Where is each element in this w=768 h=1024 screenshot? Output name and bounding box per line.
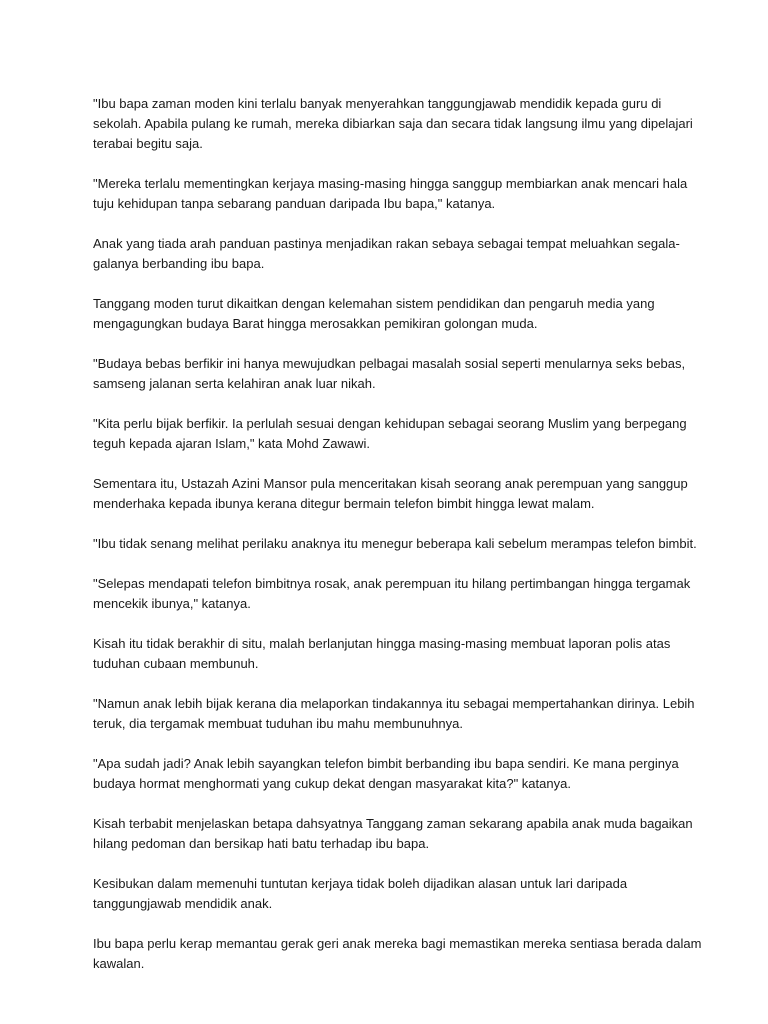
paragraph-13: Kisah terbabit menjelaskan betapa dahsyatnya Tanggang zaman sekarang apabila anak muda bagaikan hilang pedoman dan bersikap hati batu terhadap ibu bapa. [93, 816, 693, 851]
paragraph-3: Anak yang tiada arah panduan pastinya menjadikan rakan sebaya sebagai tempat meluahkan segala-galanya berbanding ibu bapa. [93, 236, 680, 271]
paragraph-1: "Ibu bapa zaman moden kini terlalu banyak menyerahkan tanggungjawab mendidik kepada guru di sekolah. Apabila pulang ke rumah, mereka dibiarkan saja dan secara tidak langsung ilmu yang dipelajari terabai begitu saja. [93, 96, 693, 151]
paragraph-10: Kisah itu tidak berakhir di situ, malah berlanjutan hingga masing-masing membuat laporan polis atas tuduhan cubaan membunuh. [93, 636, 671, 671]
paragraph-2: "Mereka terlalu mementingkan kerjaya masing-masing hingga sanggup membiarkan anak mencari hala tuju kehidupan tanpa sebarang panduan daripada Ibu bapa," katanya. [93, 176, 688, 211]
paragraph-6: "Kita perlu bijak berfikir. Ia perlulah sesuai dengan kehidupan sebagai seorang Muslim yang berpegang teguh kepada ajaran Islam," kata Mohd Zawawi. [93, 416, 687, 451]
paragraph-9: "Selepas mendapati telefon bimbitnya rosak, anak perempuan itu hilang pertimbangan hingga tergamak mencekik ibunya," katanya. [93, 576, 691, 611]
paragraph-11: "Namun anak lebih bijak kerana dia melaporkan tindakannya itu sebagai mempertahankan dirinya. Lebih teruk, dia tergamak membuat tuduhan ibu mahu membunuhnya. [93, 696, 695, 731]
paragraph-5: "Budaya bebas berfikir ini hanya mewujudkan pelbagai masalah sosial seperti menularnya seks bebas, samseng jalanan serta kelahiran anak luar nikah. [93, 356, 686, 391]
paragraph-15: Ibu bapa perlu kerap memantau gerak geri anak mereka bagi memastikan mereka sentiasa berada dalam kawalan. [93, 936, 702, 971]
paragraph-12: "Apa sudah jadi? Anak lebih sayangkan telefon bimbit berbanding ibu bapa sendiri. Ke mana perginya budaya hormat menghormati yang cukup dekat dengan masyarakat kita?" katanya. [93, 756, 679, 791]
paragraph-14: Kesibukan dalam memenuhi tuntutan kerjaya tidak boleh dijadikan alasan untuk lari daripada tanggungjawab mendidik anak. [93, 876, 628, 911]
paragraph-4: Tanggang moden turut dikaitkan dengan kelemahan sistem pendidikan dan pengaruh media yang mengagungkan budaya Barat hingga merosakkan pemikiran golongan muda. [93, 296, 655, 331]
paragraph-7: Sementara itu, Ustazah Azini Mansor pula menceritakan kisah seorang anak perempuan yang sanggup menderhaka kepada ibunya kerana ditegur bermain telefon bimbit hingga lewat malam. [93, 476, 688, 511]
paragraph-8: "Ibu tidak senang melihat perilaku anaknya itu menegur beberapa kali sebelum merampas telefon bimbit. [93, 536, 697, 551]
